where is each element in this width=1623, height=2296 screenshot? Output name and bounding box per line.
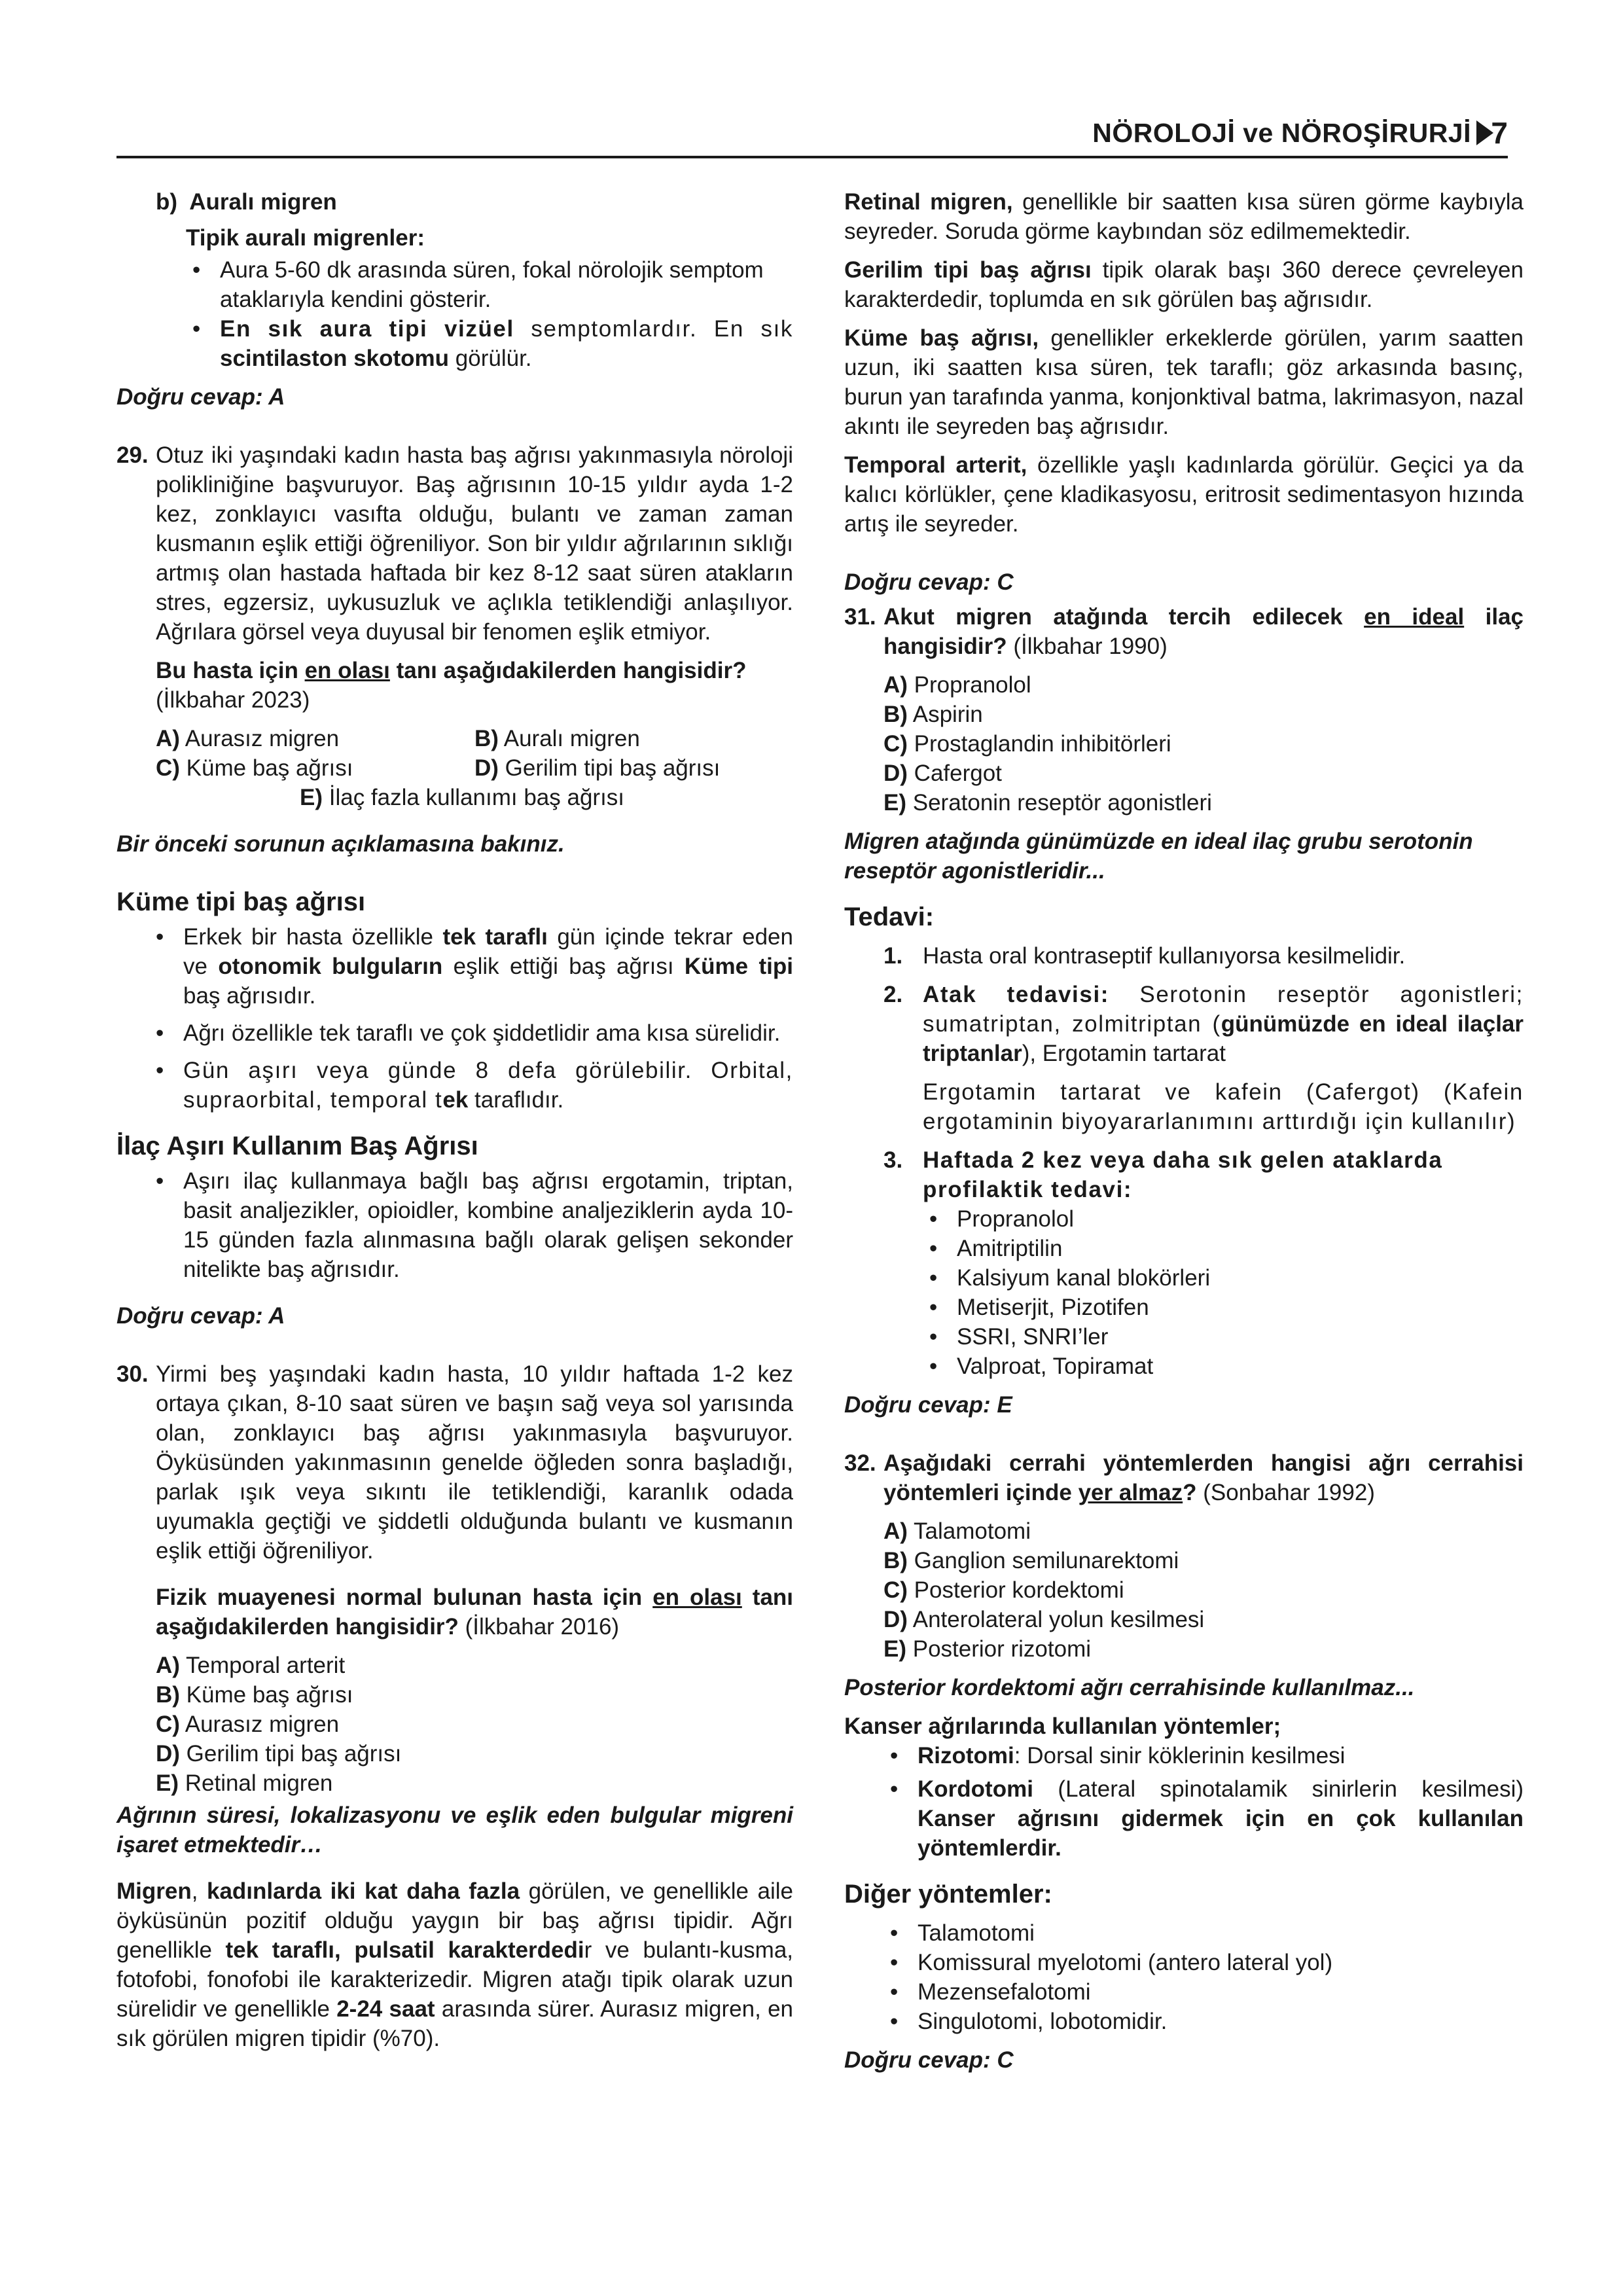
question-number: 29. [116, 442, 149, 468]
question-29 [116, 440, 793, 715]
explanation-note: Migren atağında günümüzde en ideal ilaç grubu serotonin reseptör agonistleridir... [844, 829, 1473, 884]
answer-label: Doğru cevap: C [844, 2047, 1014, 2073]
option-a[interactable]: A) Talamotomi [883, 1518, 1031, 1544]
question-stem: Bu hasta için en olası tanı aşağıdakilerden hangisidir? (İlkbahar 2023) [156, 658, 747, 713]
option-a[interactable]: A) Aurasız migren [156, 726, 340, 751]
kanser-title: Kanser ağrılarında kullanılan yöntemler; [844, 1713, 1281, 1739]
migren-paragraph [116, 1876, 793, 2053]
question-stem: Aşağıdaki cerrahi yöntemlerden hangisi ağrı cerrahisi yöntemleri içinde yer almaz? (Sonbahar 1992) [883, 1450, 1524, 1505]
option-e[interactable]: E) İlaç fazla kullanımı baş ağrısı [300, 785, 625, 810]
section-title-tedavi: Tedavi: [844, 903, 935, 931]
option-e[interactable]: E) Retinal migren [156, 1770, 333, 1796]
kume-bullet: • Ağrı özellikle tek taraflı ve çok şiddetlidir ama kısa sürelidir. [149, 1018, 793, 1048]
option-c[interactable]: C) Küme baş ağrısı [156, 755, 353, 781]
question-30 [116, 1359, 793, 1641]
method-item: • Singulotomi, lobotomidir. [883, 2007, 1524, 2036]
question-32 [844, 1448, 1524, 1507]
question-number: 32. [844, 1450, 876, 1476]
option-c[interactable]: C) Aurasız migren [156, 1712, 340, 1737]
left-column [116, 187, 793, 2053]
drug-item: • Kalsiyum kanal blokörleri [923, 1263, 1524, 1293]
kume-bullet: • Gün aşırı veya günde 8 defa görülebilir. Orbital, supraorbital, temporal tek taraflıdır. [149, 1056, 793, 1115]
treatment-item: 2. Atak tedavisi: Serotonin reseptör agonistleri; sumatriptan, zolmitriptan (günümüzde en ideal ilaçlar triptanlar), Ergotamin tartarat Ergotamin tartarat ve kafein (Cafergot) (Kafein ergotaminin biyoyararlanımını arttırdığı için kullanılır) [883, 982, 1524, 1134]
drug-item: • Propranolol [923, 1204, 1524, 1234]
option-c[interactable]: C) Prostaglandin inhibitörleri [883, 731, 1171, 757]
options-row [116, 753, 793, 783]
migren-text-segment: tek taraflı, pulsatil karakterdedi [225, 1937, 584, 1963]
section-title-diger: Diğer yöntemler: [844, 1880, 1052, 1909]
migren-text-segment: r ve bulantı-kusma, fotofobi, fonofobi ile karakterizedir. Migren atağı tipik olarak uzun sürelidir ve genellikle [116, 1937, 794, 2022]
explanation-note: Bir önceki sorunun açıklamasına bakınız. [116, 831, 565, 857]
migren-text-segment: görülen, ve genellikle aile öyküsünün pozitif olduğu yaygın bir baş ağrısı tipidir. Ağrı genellikle [116, 1878, 794, 1963]
answer-label: Doğru cevap: E [844, 1392, 1012, 1418]
ilac-bullet: • Aşırı ilaç kullanmaya bağlı baş ağrısı ergotamin, triptan, basit analjezikler, opioidler, kombine analjeziklerin ayda 10-15 günden fazla alınmasına bağlı olarak gelişen sekonder nitelikte baş ağrısıdır. [149, 1166, 793, 1284]
option-e[interactable]: E) Seratonin reseptör agonistleri [883, 790, 1212, 816]
right-column [844, 187, 1524, 2075]
option-a[interactable]: A) Propranolol [883, 672, 1031, 698]
option-b[interactable]: B) Ganglion semilunarektomi [883, 1548, 1179, 1573]
drug-item: • Valproat, Topiramat [923, 1352, 1524, 1381]
option-b[interactable]: B) Küme baş ağrısı [156, 1682, 353, 1708]
page-number: 7 [1491, 116, 1508, 150]
option-c[interactable]: C) Posterior kordektomi [883, 1577, 1124, 1603]
subsection-b-title: b) Auralı migren [156, 189, 337, 215]
page-header [116, 113, 1508, 158]
drug-item: • Amitriptilin [923, 1234, 1524, 1263]
question-number: 30. [116, 1361, 149, 1387]
option-d[interactable]: D) Gerilim tipi baş ağrısı [474, 755, 721, 781]
question-number: 31. [844, 604, 876, 630]
tipik-bullet: • En sık aura tipi vizüel semptomlardır. En sık scintilaston skotomu görülür. [186, 314, 793, 373]
kume-paragraph: Küme baş ağrısı, genellikler erkeklerde görülen, yarım saatten uzun, iki saatten kısa süren, tek taraflı; göz arkasında basınç, burun yan tarafında yanma, konjonktival batma, lakrimasyon, nazal akıntı ile seyreden baş ağrısıdır. [844, 325, 1524, 439]
option-d[interactable]: D) Anterolateral yolun kesilmesi [883, 1607, 1205, 1632]
question-text: Yirmi beş yaşındaki kadın hasta, 10 yıldır haftada 1-2 kez ortaya çıkan, 8-10 saat süren ve başın sağ veya sol yarısında olan, zonklayıcı baş ağrısı yakınmasıyla başvuruyor. Öyküsünden yakınmasının genelde öğleden sonra başladığı, parlak ışık veya sıkıntı ile tetiklendiği, karanlık odada uyumakla geçtiği ve şiddetli olduğunda bulantı ve kusmanın eşlik ettiği öğreniliyor. [156, 1361, 793, 1564]
question-stem: Akut migren atağında tercih edilecek en ideal ilaç hangisidir? (İlkbahar 1990) [883, 604, 1524, 659]
section-title-ilac: İlaç Aşırı Kullanım Baş Ağrısı [116, 1132, 478, 1160]
question-31 [844, 602, 1524, 661]
answer-label: Doğru cevap: A [116, 384, 285, 410]
drug-item: • Metiserjit, Pizotifen [923, 1293, 1524, 1322]
option-b[interactable]: B) Aspirin [883, 702, 983, 727]
options-row [116, 724, 793, 753]
option-a[interactable]: A) Temporal arterit [156, 1653, 346, 1678]
method-item: • Talamotomi [883, 1918, 1524, 1948]
method-item: • Komissural myelotomi (antero lateral yol) [883, 1948, 1524, 1977]
migren-text-segment: arasında sürer. Aurasız migren, en sık görülen migren tipidir (%70). [116, 1996, 793, 2051]
option-b[interactable]: B) Auralı migren [474, 726, 640, 751]
question-stem: Fizik muayenesi normal bulunan hasta için en olası tanı aşağıdakilerden hangisidir? (İlkbahar 2016) [156, 1585, 794, 1640]
retinal-paragraph: Retinal migren, genellikle bir saatten kısa süren görme kaybıyla seyreder. Soruda görme kaybından söz edilmemektedir. [844, 189, 1524, 244]
tipik-title: Tipik auralı migrenler: [186, 225, 425, 251]
gerilim-paragraph: Gerilim tipi baş ağrısı tipik olarak başı 360 derece çevreleyen karakterdedir, toplumda en sık görülen baş ağrısıdır. [844, 257, 1524, 312]
kanser-bullet: • Rizotomi: Dorsal sinir köklerinin kesilmesi [883, 1741, 1524, 1770]
migren-text-segment: , [191, 1878, 207, 1904]
option-d[interactable]: D) Gerilim tipi baş ağrısı [156, 1741, 402, 1767]
answer-label: Doğru cevap: C [844, 569, 1014, 595]
question-text: Otuz iki yaşındaki kadın hasta baş ağrısı yakınmasıyla nöroloji polikliniğine başvuruyor. Baş ağrısının 10-15 yıldır ayda 1-2 kez, zonklayıcı vasıfta olduğu, bulantı ve zaman zaman kusmanın eşlik ettiği öğreniliyor. Son bir yıldır ağrılarının sıklığı artmış olan hastada haftada bir kez 8-12 saat süren atakların stres, egzersiz, uykusuzluk ve açlıkla tetiklendiği anlaşılıyor. Ağrılara görsel veya duyusal bir fenomen eşlik etmiyor. [156, 442, 793, 645]
explanation-note: Ağrının süresi, lokalizasyonu ve eşlik eden bulgular migreni işaret etmektedir… [116, 1803, 793, 1857]
kanser-bullet: • Kordotomi (Lateral spinotalamik sinirlerin kesilmesi) Kanser ağrısını gidermek için en çok kullanılan yöntemlerdir. [883, 1774, 1524, 1863]
option-e[interactable]: E) Posterior rizotomi [883, 1636, 1092, 1662]
treatment-item: 1. Hasta oral kontraseptif kullanıyorsa kesilmelidir. [883, 943, 1406, 969]
section-title-kume: Küme tipi baş ağrısı [116, 888, 366, 916]
option-d[interactable]: D) Cafergot [883, 761, 1002, 786]
explanation-note: Posterior kordektomi ağrı cerrahisinde kullanılmaz... [844, 1675, 1415, 1700]
migren-text-segment: Migren [116, 1878, 192, 1904]
header-title: NÖROLOJİ ve NÖROŞİRURJİ [1092, 118, 1471, 148]
temporal-paragraph: Temporal arterit, özellikle yaşlı kadınlarda görülür. Geçici ya da kalıcı körlükler, çene kladikasyosu, eritrosit sedimentasyon hızında artış ile seyreder. [844, 452, 1524, 537]
migren-text-segment: 2-24 saat [336, 1996, 435, 2022]
treatment-item: 3. Haftada 2 kez veya daha sık gelen ataklarda profilaktik tedavi: • Propranolol • Amitriptilin • Kalsiyum kanal blokörleri • Metiserjit, Pizotifen • SSRI, SNRI’ler • Valproat, Topiramat [844, 1145, 1524, 1381]
answer-label: Doğru cevap: A [116, 1303, 285, 1329]
kume-bullet: • Erkek bir hasta özellikle tek taraflı gün içinde tekrar eden ve otonomik bulguların eşlik ettiği baş ağrısı Küme tipi baş ağrısıdır. [149, 922, 793, 1011]
tipik-bullet: • Aura 5-60 dk arasında süren, fokal nörolojik semptom ataklarıyla kendini gösterir. [186, 255, 793, 314]
drug-item: • SSRI, SNRI’ler [923, 1322, 1524, 1352]
migren-text-segment: kadınlarda iki kat daha fazla [206, 1878, 520, 1904]
method-item: • Mezensefalotomi [883, 1977, 1524, 2007]
